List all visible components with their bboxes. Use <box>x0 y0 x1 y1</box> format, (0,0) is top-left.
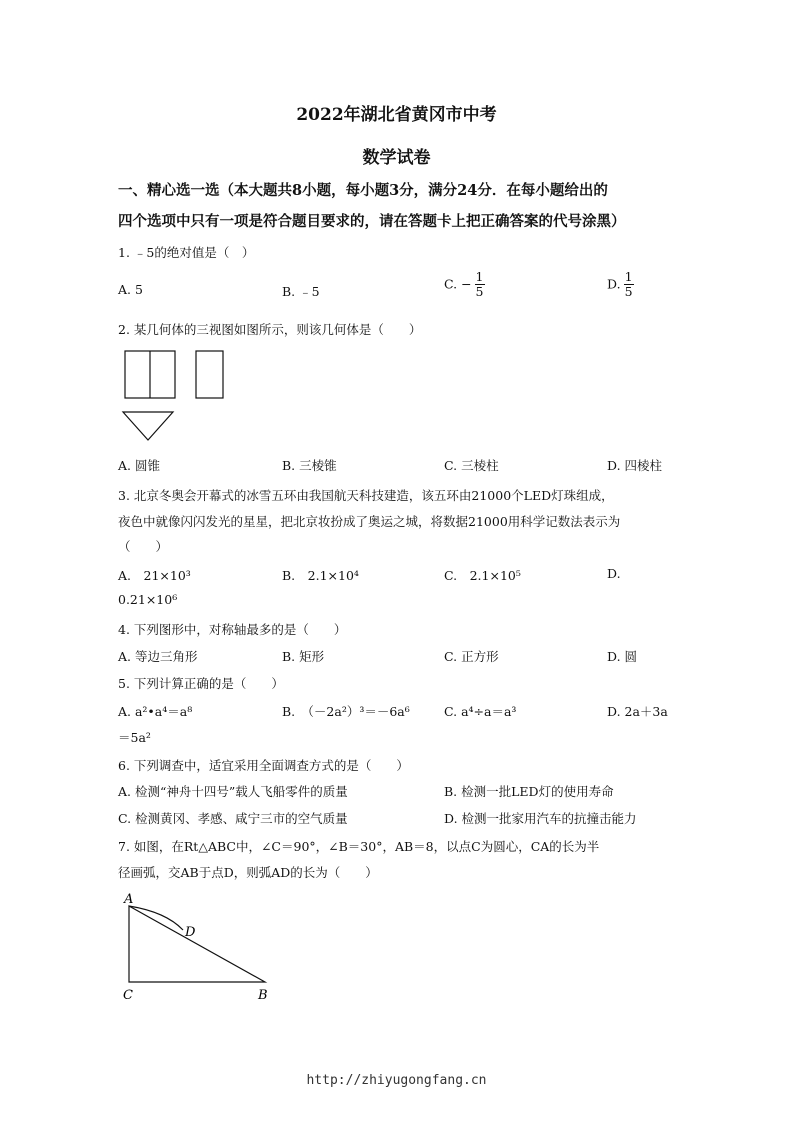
q1-option-c <box>444 270 485 300</box>
footer-url: http://zhiyugongfang.cn <box>306 1073 487 1088</box>
q5-option-b: B. （－2a²）³＝－6a⁶ <box>282 704 410 719</box>
q3-option-b: B. 2.1×10⁴ <box>282 568 359 583</box>
q1-option-d-fraction <box>624 270 634 300</box>
q6-option-b: B. 检测一批LED灯的使用寿命 <box>444 784 614 799</box>
q3-option-a: A. 21×10³ <box>118 568 191 583</box>
q1-option-c-fraction <box>475 270 485 300</box>
q3-line2: 夜色中就像闪闪发光的星星，把北京妆扮成了奥运之城，将数据21000用科学记数法表示为 <box>118 514 621 529</box>
q7-line2: 径画弧，交AB于点D，则弧AD的长为（ ） <box>118 865 378 880</box>
q4-option-b: B. 矩形 <box>282 649 325 664</box>
q1-option-d <box>607 270 634 300</box>
q1-d-numerator: 1 <box>624 269 633 284</box>
q6-option-d: D. 检测一批家用汽车的抗撞击能力 <box>444 811 637 826</box>
q2-option-d: D. 四棱柱 <box>607 458 663 473</box>
q3-option-d-continued: 0.21×10⁶ <box>118 592 178 607</box>
q4-option-d: D. 圆 <box>607 649 638 664</box>
q6-stem: 6. 下列调查中，适宜采用全面调查方式的是（ ） <box>118 758 409 773</box>
q7-line1: 7. 如图，在Rt△ABC中，∠C＝90°，∠B＝30°，AB＝8，以点C为圆心，CA的长为半 <box>118 839 600 854</box>
q3-line3: （ ） <box>118 539 169 554</box>
q1-option-d-prefix: D. <box>607 276 621 292</box>
q5-option-d-continued: ＝5a² <box>118 730 151 745</box>
q1-c-numerator: 1 <box>475 269 484 284</box>
section-heading-line1: 一、精心选一选（本大题共8小题，每小题3分，满分24分．在每小题给出的 <box>118 182 608 199</box>
triangle-abc <box>129 906 265 982</box>
label-b: B <box>258 988 268 1003</box>
q4-option-c: C. 正方形 <box>444 649 499 664</box>
q4-stem: 4. 下列图形中，对称轴最多的是（ ） <box>118 622 347 637</box>
label-c: C <box>123 988 133 1003</box>
q2-option-b: B. 三棱锥 <box>282 458 337 473</box>
q5-option-c: C. a⁴÷a＝a³ <box>444 704 517 719</box>
q1-d-denominator: 5 <box>624 284 633 300</box>
q5-option-d: D. 2a＋3a <box>607 704 668 719</box>
q2-option-a: A. 圆锥 <box>118 458 160 473</box>
q1-option-c-prefix: C. − <box>444 276 472 292</box>
q4-option-a: A. 等边三角形 <box>118 649 198 664</box>
side-view-rect <box>196 351 223 398</box>
q1-c-denominator: 5 <box>475 284 484 300</box>
q2-option-c: C. 三棱柱 <box>444 458 499 473</box>
page-title: 2022年湖北省黄冈市中考 <box>296 105 497 125</box>
q3-line1: 3. 北京冬奥会开幕式的冰雪五环由我国航天科技建造，该五环由21000个LED灯珠组成， <box>118 488 614 503</box>
label-a: A <box>124 892 134 907</box>
q1-option-b: B. ﹣5 <box>282 284 320 299</box>
label-d: D <box>185 925 196 940</box>
q1-option-a: A. 5 <box>118 282 143 297</box>
q3-option-c: C. 2.1×10⁵ <box>444 568 521 583</box>
top-view-triangle <box>123 412 173 440</box>
arc-ad <box>129 906 183 930</box>
q5-stem: 5. 下列计算正确的是（ ） <box>118 676 284 691</box>
front-view-rect <box>125 351 175 398</box>
page-subtitle: 数学试卷 <box>362 148 431 168</box>
q1-stem: 1. ﹣5的绝对值是（ ） <box>118 245 255 260</box>
q6-option-a: A. 检测“神舟十四号”载人飞船零件的质量 <box>118 784 348 799</box>
q3-option-d: D. <box>607 566 621 581</box>
q6-option-c: C. 检测黄冈、孝感、咸宁三市的空气质量 <box>118 811 348 826</box>
q5-option-a: A. a²•a⁴＝a⁸ <box>118 704 193 719</box>
q2-stem: 2. 某几何体的三视图如图所示，则该几何体是（ ） <box>118 322 422 337</box>
section-heading-line2: 四个选项中只有一项是符合题目要求的，请在答题卡上把正确答案的代号涂黑） <box>118 213 626 230</box>
